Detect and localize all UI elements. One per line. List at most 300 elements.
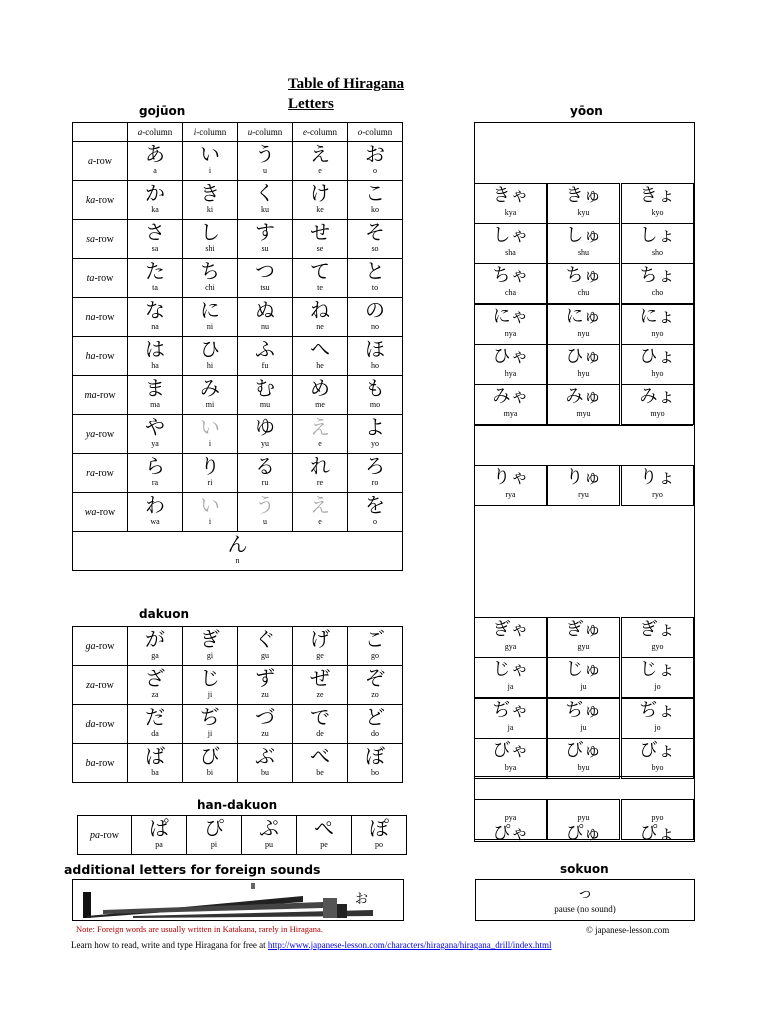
column-header bbox=[293, 123, 348, 142]
yoon-cell bbox=[621, 465, 694, 506]
romaji-label: ze bbox=[316, 690, 324, 699]
yoon-cell bbox=[547, 698, 620, 739]
kana-glyph: ぎょ bbox=[639, 619, 676, 640]
column-header-text: u-column bbox=[247, 127, 283, 137]
kana-glyph: ぢゃ bbox=[492, 700, 529, 721]
romaji-label: ja bbox=[507, 682, 514, 691]
table-row bbox=[73, 415, 403, 454]
kana-cell bbox=[238, 415, 293, 454]
romaji-label: yo bbox=[371, 439, 379, 448]
kana-glyph: ひゃ bbox=[492, 346, 529, 367]
kana-cell bbox=[183, 705, 238, 744]
kana-glyph: りゃ bbox=[492, 467, 529, 488]
kana-glyph: が bbox=[145, 627, 165, 651]
column-header bbox=[348, 123, 403, 142]
kana-cell bbox=[183, 337, 238, 376]
kana-glyph: で bbox=[310, 705, 330, 729]
kana-glyph: ぴ bbox=[204, 816, 224, 840]
romaji-label: chi bbox=[205, 283, 215, 292]
yoon-cell bbox=[474, 465, 547, 506]
romaji-label: me bbox=[315, 400, 325, 409]
romaji-label: u bbox=[263, 517, 267, 526]
kana-glyph: や bbox=[145, 415, 165, 439]
romaji-label: po bbox=[375, 840, 383, 849]
kana-cell bbox=[128, 181, 183, 220]
kana-glyph: しゅ bbox=[565, 225, 602, 246]
kana-glyph: え bbox=[310, 415, 330, 439]
kana-cell bbox=[183, 376, 238, 415]
kana-glyph: りょ bbox=[639, 467, 676, 488]
romaji-label: nu bbox=[261, 322, 269, 331]
yoon-cell bbox=[474, 304, 547, 345]
kana-glyph: みゅ bbox=[565, 386, 602, 407]
romaji-label: shu bbox=[577, 248, 590, 257]
kana-cell bbox=[293, 705, 348, 744]
kana-cell bbox=[238, 142, 293, 181]
kana-cell bbox=[293, 415, 348, 454]
kana-cell bbox=[238, 454, 293, 493]
kana-glyph: さ bbox=[145, 220, 165, 244]
kana-cell bbox=[293, 220, 348, 259]
kana-cell bbox=[348, 415, 403, 454]
kana-glyph: き bbox=[200, 181, 220, 205]
romaji-label: myo bbox=[650, 409, 665, 418]
foreign-box bbox=[72, 879, 404, 921]
romaji-label: byo bbox=[651, 763, 664, 772]
kana-cell bbox=[183, 493, 238, 532]
romaji-label: myu bbox=[576, 409, 591, 418]
romaji-label: da bbox=[151, 729, 159, 738]
romaji-label: hyu bbox=[577, 369, 590, 378]
n-kana: ん bbox=[227, 532, 248, 556]
kana-glyph: りゅ bbox=[565, 467, 602, 488]
romaji-label: e bbox=[318, 439, 322, 448]
kana-glyph: ぴゅ bbox=[565, 823, 602, 844]
kana-cell bbox=[238, 181, 293, 220]
romaji-label: su bbox=[261, 244, 269, 253]
kana-glyph: く bbox=[255, 181, 275, 205]
kana-cell bbox=[293, 376, 348, 415]
romaji-label: ba bbox=[151, 768, 159, 777]
kana-glyph: る bbox=[255, 454, 275, 478]
kana-cell bbox=[293, 627, 348, 666]
kana-glyph: を bbox=[365, 493, 385, 517]
kana-glyph: じゅ bbox=[565, 659, 602, 680]
kana-cell bbox=[128, 415, 183, 454]
kana-cell bbox=[128, 705, 183, 744]
handakuon-table bbox=[77, 815, 407, 855]
kana-cell bbox=[183, 181, 238, 220]
romaji-label: ja bbox=[507, 723, 514, 732]
kana-cell bbox=[238, 376, 293, 415]
sokuon-heading: sokuon bbox=[560, 862, 609, 876]
kana-glyph: ぬ bbox=[255, 298, 275, 322]
romaji-label: cha bbox=[504, 288, 517, 297]
table-row bbox=[73, 142, 403, 181]
yoon-cell bbox=[621, 384, 694, 425]
n-cell bbox=[73, 532, 403, 571]
yoon-cell bbox=[621, 304, 694, 345]
yoon-cell bbox=[621, 344, 694, 385]
dakuon-heading: dakuon bbox=[139, 607, 189, 621]
kana-glyph: う bbox=[255, 142, 275, 166]
kana-cell bbox=[293, 493, 348, 532]
kana-glyph: い bbox=[200, 493, 220, 517]
kana-glyph: も bbox=[365, 376, 385, 400]
romaji-label: ro bbox=[371, 478, 379, 487]
kana-glyph: ぜ bbox=[310, 666, 330, 690]
foreign-banner-graphic bbox=[73, 880, 403, 920]
kana-cell bbox=[183, 454, 238, 493]
table-row bbox=[73, 376, 403, 415]
kana-glyph: は bbox=[145, 337, 165, 361]
romaji-label: sho bbox=[651, 248, 664, 257]
romaji-label: gyo bbox=[651, 642, 664, 651]
kana-cell bbox=[183, 415, 238, 454]
kana-cell bbox=[238, 705, 293, 744]
table-row bbox=[73, 454, 403, 493]
kana-glyph: ひ bbox=[200, 337, 220, 361]
yoon-cell bbox=[474, 344, 547, 385]
kana-glyph: ざ bbox=[145, 666, 165, 690]
romaji-label: u bbox=[263, 166, 267, 175]
yoon-cell bbox=[547, 304, 620, 345]
kana-cell bbox=[183, 220, 238, 259]
kana-cell bbox=[183, 259, 238, 298]
kana-glyph: に bbox=[200, 298, 220, 322]
kana-cell bbox=[348, 181, 403, 220]
row-label: wa-row bbox=[73, 493, 128, 532]
kana-cell bbox=[128, 454, 183, 493]
romaji-label: ni bbox=[206, 322, 214, 331]
romaji-label: nyu bbox=[577, 329, 590, 338]
kana-cell bbox=[128, 142, 183, 181]
kana-cell bbox=[183, 666, 238, 705]
romaji-label: ji bbox=[207, 729, 213, 738]
romaji-label: jo bbox=[654, 723, 661, 732]
kana-cell bbox=[348, 142, 403, 181]
yoon-heading: yōon bbox=[570, 104, 603, 118]
kana-glyph: ぎゅ bbox=[565, 619, 602, 640]
corner-cell bbox=[73, 123, 128, 142]
kana-glyph: ご bbox=[365, 627, 385, 651]
row-label: ga-row bbox=[73, 627, 128, 666]
romaji-label: ge bbox=[316, 651, 324, 660]
row-label: sa-row bbox=[73, 220, 128, 259]
kana-glyph: べ bbox=[310, 744, 330, 768]
kana-cell bbox=[183, 744, 238, 783]
kana-glyph: みゃ bbox=[492, 386, 529, 407]
yoon-cell bbox=[474, 263, 547, 304]
kana-glyph: だ bbox=[145, 705, 165, 729]
kana-glyph: ちゅ bbox=[565, 265, 602, 286]
row-label: ra-row bbox=[73, 454, 128, 493]
yoon-cell bbox=[474, 738, 547, 779]
romaji-label: ma bbox=[150, 400, 160, 409]
kana-glyph: へ bbox=[310, 337, 330, 361]
romaji-label: ryo bbox=[652, 490, 663, 499]
romaji-label: tsu bbox=[260, 283, 270, 292]
kana-glyph: きゅ bbox=[565, 185, 602, 206]
romaji-label: wa bbox=[150, 517, 160, 526]
kana-glyph: ぎ bbox=[200, 627, 220, 651]
foreign-heading: additional letters for foreign sounds bbox=[64, 862, 321, 877]
romaji-label: ko bbox=[371, 205, 379, 214]
row-label: na-row bbox=[73, 298, 128, 337]
romaji-label: ri bbox=[207, 478, 213, 487]
kana-cell bbox=[293, 181, 348, 220]
kana-glyph: か bbox=[145, 181, 165, 205]
kana-glyph: の bbox=[365, 298, 385, 322]
romaji-label: ku bbox=[261, 205, 269, 214]
table-row bbox=[73, 666, 403, 705]
gojuon-heading: gojūon bbox=[139, 104, 186, 118]
romaji-label: de bbox=[316, 729, 324, 738]
kana-cell bbox=[348, 220, 403, 259]
romaji-label: pyu bbox=[577, 813, 590, 822]
kana-glyph: せ bbox=[310, 220, 330, 244]
kana-cell bbox=[348, 298, 403, 337]
romaji-label: o bbox=[373, 517, 377, 526]
kana-cell bbox=[242, 816, 297, 855]
kana-glyph: い bbox=[200, 415, 220, 439]
kana-glyph: きょ bbox=[639, 185, 676, 206]
kana-cell bbox=[348, 454, 403, 493]
romaji-label: go bbox=[371, 651, 379, 660]
kana-glyph: みょ bbox=[639, 386, 676, 407]
kana-glyph: え bbox=[310, 142, 330, 166]
yoon-cell bbox=[547, 384, 620, 425]
romaji-label: i bbox=[208, 166, 212, 175]
yoon-cell bbox=[621, 738, 694, 779]
yoon-cell bbox=[474, 698, 547, 739]
hiragana-drill-link[interactable]: http://www.japanese-lesson.com/characters/hiragana/hiragana_drill/index.html bbox=[267, 940, 552, 950]
kana-cell bbox=[238, 493, 293, 532]
kana-cell bbox=[348, 744, 403, 783]
kana-glyph: じょ bbox=[639, 659, 676, 680]
kana-cell bbox=[238, 259, 293, 298]
kana-glyph: ろ bbox=[365, 454, 385, 478]
kana-glyph: よ bbox=[365, 415, 385, 439]
kana-glyph: ぢ bbox=[200, 705, 220, 729]
kana-glyph: きゃ bbox=[492, 185, 529, 206]
kana-glyph: い bbox=[200, 142, 220, 166]
romaji-label: chu bbox=[577, 288, 590, 297]
kana-glyph: にゃ bbox=[492, 306, 529, 327]
romaji-label: se bbox=[316, 244, 324, 253]
kana-glyph: ちゃ bbox=[492, 265, 529, 286]
table-row bbox=[73, 259, 403, 298]
column-header-text: i-column bbox=[193, 127, 227, 137]
kana-glyph: う bbox=[255, 493, 275, 517]
kana-cell bbox=[293, 142, 348, 181]
romaji-label: ki bbox=[206, 205, 214, 214]
romaji-label: sha bbox=[505, 248, 516, 257]
romaji-label: te bbox=[317, 283, 323, 292]
column-header bbox=[183, 123, 238, 142]
romaji-label: mo bbox=[369, 400, 381, 409]
kana-cell bbox=[238, 744, 293, 783]
kana-glyph: り bbox=[200, 454, 220, 478]
romaji-label: ya bbox=[151, 439, 159, 448]
yoon-cell bbox=[474, 384, 547, 425]
row-label: ta-row bbox=[73, 259, 128, 298]
kana-glyph: づ bbox=[255, 705, 275, 729]
kana-glyph: しょ bbox=[639, 225, 676, 246]
yoon-cell bbox=[547, 344, 620, 385]
yoon-grid bbox=[474, 122, 695, 842]
kana-glyph: つ bbox=[255, 259, 275, 283]
yoon-cell bbox=[621, 263, 694, 304]
kana-cell bbox=[128, 744, 183, 783]
romaji-label: jo bbox=[654, 682, 661, 691]
yoon-cell bbox=[547, 183, 620, 224]
kana-glyph: ぼ bbox=[365, 744, 385, 768]
kana-glyph: な bbox=[145, 298, 165, 322]
kana-cell bbox=[183, 142, 238, 181]
page-title: Table of Hiragana Letters bbox=[288, 76, 405, 112]
romaji-label: pa bbox=[155, 840, 163, 849]
table-row bbox=[78, 816, 407, 855]
kana-cell bbox=[132, 816, 187, 855]
kana-cell bbox=[238, 337, 293, 376]
yoon-divider bbox=[474, 425, 693, 466]
romaji-label: so bbox=[371, 244, 379, 253]
kana-cell bbox=[348, 376, 403, 415]
romaji-label: ne bbox=[316, 322, 324, 331]
kana-cell bbox=[128, 493, 183, 532]
romaji-label: rya bbox=[505, 490, 516, 499]
kana-glyph: ひゅ bbox=[565, 346, 602, 367]
romaji-label: mya bbox=[503, 409, 518, 418]
kana-glyph: ず bbox=[255, 666, 275, 690]
kana-glyph: こ bbox=[365, 181, 385, 205]
romaji-label: sa bbox=[151, 244, 159, 253]
kana-glyph: れ bbox=[310, 454, 330, 478]
kana-glyph: め bbox=[310, 376, 330, 400]
romaji-label: pyo bbox=[651, 813, 664, 822]
kana-glyph: び bbox=[200, 744, 220, 768]
footer-note: Note: Foreign words are usually written in Katakana, rarely in Hiragana. bbox=[76, 924, 323, 934]
romaji-label: mi bbox=[205, 400, 215, 409]
kana-cell bbox=[348, 627, 403, 666]
row-label: ka-row bbox=[73, 181, 128, 220]
column-header-text: a-column bbox=[137, 127, 173, 137]
kana-cell bbox=[238, 220, 293, 259]
romaji-label: pe bbox=[320, 840, 328, 849]
table-row bbox=[73, 220, 403, 259]
yoon-cell bbox=[474, 183, 547, 224]
romaji-label: pi bbox=[210, 840, 218, 849]
kana-glyph: げ bbox=[310, 627, 330, 651]
romaji-label: he bbox=[316, 361, 324, 370]
yoon-cell bbox=[621, 799, 694, 844]
kana-glyph: て bbox=[310, 259, 330, 283]
kana-glyph: ゆ bbox=[255, 415, 275, 439]
kana-glyph: ぎゃ bbox=[492, 619, 529, 640]
romaji-label: ji bbox=[207, 690, 213, 699]
copyright: © japanese-lesson.com bbox=[586, 925, 670, 935]
kana-glyph: ぺ bbox=[314, 816, 334, 840]
kana-glyph: しゃ bbox=[492, 225, 529, 246]
yoon-cell bbox=[474, 799, 547, 844]
kana-cell bbox=[238, 666, 293, 705]
row-label: pa-row bbox=[78, 816, 132, 855]
romaji-label: bya bbox=[504, 763, 517, 772]
romaji-label: gi bbox=[206, 651, 214, 660]
romaji-label: bi bbox=[206, 768, 214, 777]
kana-glyph: ぱ bbox=[149, 816, 169, 840]
romaji-label: na bbox=[151, 322, 159, 331]
column-header bbox=[238, 123, 293, 142]
kana-glyph: み bbox=[200, 376, 220, 400]
handakuon-heading: han-dakuon bbox=[197, 798, 278, 812]
footer-learn-line bbox=[71, 940, 551, 950]
kana-glyph: びゅ bbox=[565, 740, 602, 761]
kana-glyph: ち bbox=[200, 259, 220, 283]
row-label: da-row bbox=[73, 705, 128, 744]
kana-cell bbox=[128, 337, 183, 376]
kana-cell bbox=[348, 493, 403, 532]
kana-glyph: ほ bbox=[365, 337, 385, 361]
romaji-label: zu bbox=[261, 729, 269, 738]
romaji-label: ru bbox=[261, 478, 269, 487]
kana-cell bbox=[293, 454, 348, 493]
row-label: za-row bbox=[73, 666, 128, 705]
kana-glyph: ぴょ bbox=[639, 823, 676, 844]
kana-glyph: じゃ bbox=[492, 659, 529, 680]
kana-cell bbox=[128, 298, 183, 337]
kana-glyph: びゃ bbox=[492, 740, 529, 761]
romaji-label: i bbox=[208, 439, 212, 448]
romaji-label: no bbox=[371, 322, 379, 331]
romaji-label: ka bbox=[151, 205, 159, 214]
romaji-label: i bbox=[208, 517, 212, 526]
yoon-cell bbox=[547, 799, 620, 844]
romaji-label: e bbox=[318, 517, 322, 526]
kana-glyph: にょ bbox=[639, 306, 676, 327]
kana-glyph: ぐ bbox=[255, 627, 275, 651]
kana-cell bbox=[238, 298, 293, 337]
yoon-cell bbox=[474, 617, 547, 658]
kana-glyph: ぽ bbox=[369, 816, 389, 840]
romaji-label: bo bbox=[371, 768, 379, 777]
kana-glyph: ら bbox=[145, 454, 165, 478]
kana-glyph: ど bbox=[365, 705, 385, 729]
kana-glyph: ぶ bbox=[255, 744, 275, 768]
kana-glyph: あ bbox=[145, 142, 165, 166]
yoon-cell bbox=[547, 263, 620, 304]
kana-cell bbox=[352, 816, 407, 855]
table-row bbox=[73, 627, 403, 666]
kana-glyph: ぢょ bbox=[639, 700, 676, 721]
kana-glyph: た bbox=[145, 259, 165, 283]
column-header-text: e-column bbox=[303, 127, 337, 137]
kana-cell bbox=[293, 337, 348, 376]
romaji-label: hya bbox=[504, 369, 517, 378]
table-row bbox=[73, 493, 403, 532]
row-label: ha-row bbox=[73, 337, 128, 376]
romaji-label: kyo bbox=[651, 208, 664, 217]
kana-cell bbox=[238, 627, 293, 666]
table-row bbox=[73, 337, 403, 376]
romaji-label: nya bbox=[504, 329, 517, 338]
kana-glyph: ぷ bbox=[259, 816, 279, 840]
kana-glyph: す bbox=[255, 220, 275, 244]
yoon-cell bbox=[547, 738, 620, 779]
kana-cell bbox=[128, 259, 183, 298]
romaji-label: hi bbox=[206, 361, 214, 370]
